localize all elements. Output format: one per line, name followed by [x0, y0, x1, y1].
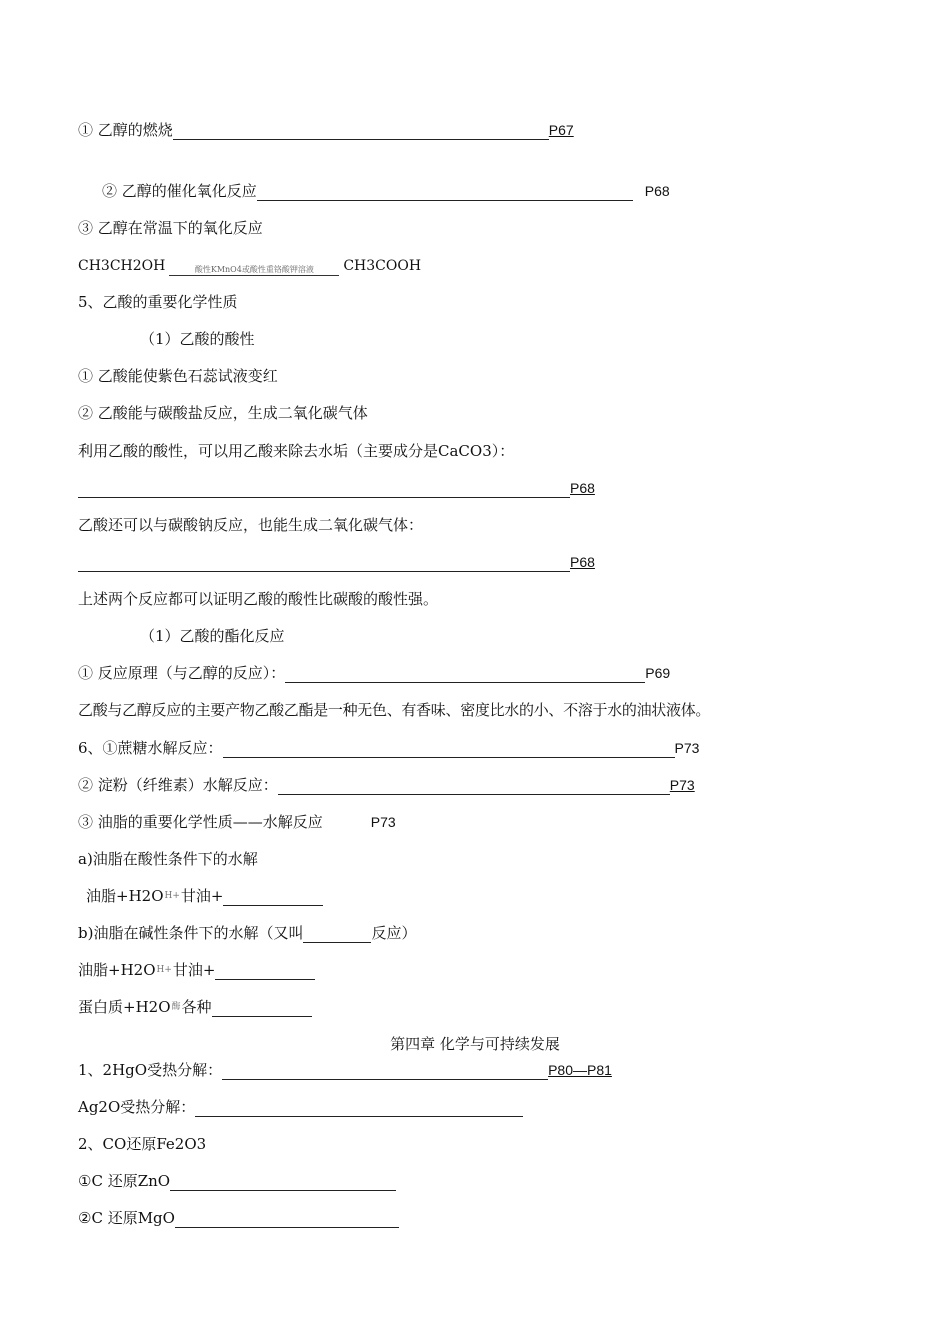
- line-text: 上述两个反应都可以证明乙酸的酸性比碳酸的酸性强。: [78, 590, 439, 608]
- co-reduction-line: [78, 1134, 206, 1154]
- line-text: ① 反应原理（与乙醇的反应）：: [78, 664, 286, 682]
- reaction-condition: H+: [164, 891, 180, 901]
- reactant: 蛋白质+H2O: [78, 998, 171, 1016]
- line-text: 反应）: [371, 924, 417, 942]
- product: 甘油+: [172, 961, 216, 979]
- sucrose-hydrolysis-line: [78, 738, 699, 758]
- carbonate-line: [78, 403, 368, 423]
- line-text: ② 淀粉（纤维素）水解反应：: [78, 776, 278, 794]
- acidic-hydrolysis-equation: [86, 886, 323, 906]
- fat-hydrolysis-line: [78, 812, 396, 832]
- line-text: Ag2O受热分解：: [78, 1098, 196, 1116]
- esterification-subtitle: [140, 626, 285, 646]
- room-temp-oxidation-line: [78, 218, 263, 238]
- line-text: 5、乙酸的重要化学性质: [78, 293, 238, 311]
- reaction-arrow: [169, 265, 339, 276]
- line-text: （1）乙酸的酯化反应: [140, 627, 285, 645]
- page-ref: P73: [370, 814, 396, 830]
- line-text: 6、①蔗糖水解反应：: [78, 739, 223, 757]
- reactant: CH3CH2OH: [78, 258, 166, 274]
- reactant: 油脂+H2O: [78, 961, 156, 979]
- line-text: （1）乙酸的酸性: [140, 330, 255, 348]
- heading-text: 第四章 化学与可持续发展: [390, 1035, 560, 1053]
- answer-blank[interactable]: [222, 1063, 548, 1080]
- section-5-title: [78, 292, 238, 312]
- product: CH3COOH: [343, 258, 422, 274]
- line-text: 1、2HgO受热分解：: [78, 1061, 223, 1079]
- page-ref: P73: [674, 740, 700, 756]
- product: 各种: [181, 998, 212, 1016]
- answer-blank[interactable]: [78, 481, 570, 498]
- starch-hydrolysis-line: [78, 775, 699, 795]
- line-text: 乙酸还可以与碳酸钠反应，也能生成二氧化碳气体：: [78, 516, 424, 534]
- page-ref: P69: [645, 665, 671, 681]
- answer-blank[interactable]: [223, 889, 323, 906]
- ethanol-combustion-line: [78, 120, 574, 140]
- line-text: ③ 乙醇在常温下的氧化反应: [78, 219, 263, 237]
- line-text: 2、CO还原Fe2O3: [78, 1135, 207, 1153]
- line-text: ③ 油脂的重要化学性质——水解反应: [78, 813, 323, 831]
- line-text: ① 乙醇的燃烧: [78, 121, 173, 139]
- line-text: ①C 还原ZnO: [78, 1172, 171, 1190]
- answer-blank[interactable]: [215, 963, 315, 980]
- reaction-condition: 酸性KMnO4或酸性重铬酸钾溶液: [194, 265, 314, 274]
- line-text: 利用乙酸的酸性，可以用乙酸来除去水垢（主要成分是CaCO3）：: [78, 442, 515, 460]
- ethyl-acetate-description: [78, 700, 710, 720]
- litmus-line: [78, 366, 278, 386]
- page-ref: P68: [570, 480, 595, 496]
- esterification-principle-line: [78, 663, 670, 683]
- product: 甘油+: [180, 887, 224, 905]
- answer-blank[interactable]: [173, 123, 549, 140]
- answer-blank[interactable]: [195, 1100, 523, 1117]
- answer-blank[interactable]: [223, 741, 675, 758]
- arrow-shaft: [169, 274, 339, 276]
- page-ref: P80—P81: [548, 1062, 612, 1078]
- sodium-carbonate-line: [78, 515, 423, 535]
- acidity-conclusion: [78, 589, 438, 609]
- oxidation-equation: [78, 256, 421, 276]
- line-text: 乙酸与乙醇反应的主要产物乙酸乙酯是一种无色、有香味、密度比水的小、不溶于水的油状液体。: [78, 701, 711, 719]
- answer-blank[interactable]: [303, 926, 371, 943]
- answer-blank[interactable]: [257, 184, 633, 201]
- page-ref: P68: [644, 183, 670, 199]
- answer-blank[interactable]: [278, 778, 670, 795]
- basic-hydrolysis-equation: [78, 960, 315, 980]
- line-text: ② 乙醇的催化氧化反应: [102, 182, 257, 200]
- catalytic-oxidation-line: [102, 181, 670, 201]
- hgo-decomposition-line: [78, 1060, 612, 1080]
- reaction-condition: H+: [156, 965, 172, 975]
- sodium-carbonate-equation: [78, 552, 595, 572]
- line-text: ① 乙酸能使紫色石蕊试液变红: [78, 367, 278, 385]
- line-text: a)油脂在酸性条件下的水解: [78, 850, 258, 868]
- page-ref: P67: [548, 122, 574, 138]
- chapter-heading: [0, 1034, 950, 1054]
- line-text: ②C 还原MgO: [78, 1209, 175, 1227]
- reaction-condition: 酶: [171, 1002, 181, 1012]
- line-text: ② 乙酸能与碳酸盐反应，生成二氧化碳气体: [78, 404, 368, 422]
- answer-blank[interactable]: [212, 1000, 312, 1017]
- page-ref: P68: [570, 554, 595, 570]
- basic-hydrolysis-title: [78, 923, 416, 943]
- page-ref: P73: [669, 777, 695, 793]
- answer-blank[interactable]: [175, 1211, 399, 1228]
- acidic-hydrolysis-title: [78, 849, 258, 869]
- reactant: 油脂+H2O: [86, 887, 164, 905]
- c-reduce-zno-line: [78, 1171, 396, 1191]
- line-text: b)油脂在碱性条件下的水解（又叫: [78, 924, 304, 942]
- scale-removal-line: [78, 441, 514, 461]
- acidity-subtitle: [140, 329, 255, 349]
- answer-blank[interactable]: [78, 555, 570, 572]
- answer-blank[interactable]: [285, 666, 645, 683]
- c-reduce-mgo-line: [78, 1208, 399, 1228]
- protein-hydrolysis-equation: [78, 997, 312, 1017]
- answer-blank[interactable]: [170, 1174, 396, 1191]
- ag2o-decomposition-line: [78, 1097, 523, 1117]
- scale-removal-equation: [78, 478, 595, 498]
